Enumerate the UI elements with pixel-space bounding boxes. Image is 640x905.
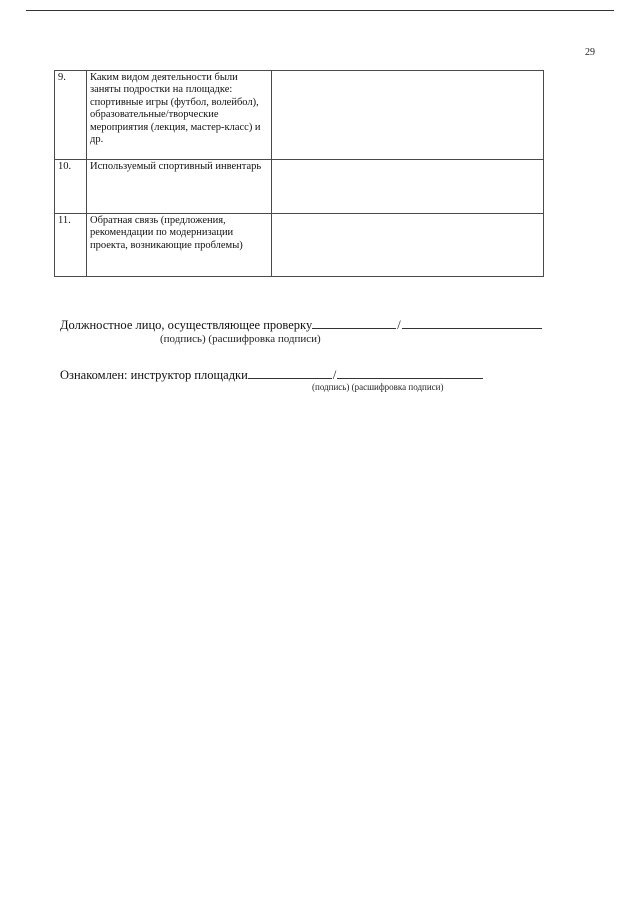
row-answer-cell[interactable] bbox=[272, 160, 544, 214]
row-number: 11. bbox=[55, 214, 87, 277]
row-number: 9. bbox=[55, 71, 87, 160]
row-question: Каким видом деятельности были заняты подростки на площадке: спортивные игры (футбол, волейбол), образовательные/творческие мероприятия (лекция, мастер-класс) и др. bbox=[87, 71, 272, 160]
official-signature-line bbox=[60, 316, 542, 333]
row-answer-cell[interactable] bbox=[272, 214, 544, 277]
table-row bbox=[55, 71, 544, 160]
row-question: Обратная связь (предложения, рекомендации по модернизации проекта, возникающие проблемы) bbox=[87, 214, 272, 277]
acknowledged-signature-caption: (подпись) (расшифровка подписи) bbox=[312, 382, 444, 392]
table-row bbox=[55, 214, 544, 277]
row-number: 10. bbox=[55, 160, 87, 214]
official-signature-field[interactable] bbox=[312, 316, 396, 329]
acknowledged-signature-label: Ознакомлен: инструктор площадки bbox=[60, 368, 248, 382]
row-question: Используемый спортивный инвентарь bbox=[87, 160, 272, 214]
table-row bbox=[55, 160, 544, 214]
acknowledged-signature-line bbox=[60, 366, 483, 383]
acknowledged-signature-field[interactable] bbox=[248, 366, 332, 379]
report-table bbox=[54, 70, 544, 277]
top-rule bbox=[26, 10, 614, 11]
signature-separator: / bbox=[397, 318, 401, 332]
official-signature-label: Должностное лицо, осуществляющее проверку bbox=[60, 318, 313, 332]
official-signature-caption: (подпись) (расшифровка подписи) bbox=[160, 333, 321, 345]
official-name-field[interactable] bbox=[402, 316, 542, 329]
acknowledged-name-field[interactable] bbox=[337, 366, 483, 379]
signature-separator: / bbox=[332, 368, 337, 382]
page-number: 29 bbox=[585, 47, 595, 58]
row-answer-cell[interactable] bbox=[272, 71, 544, 160]
